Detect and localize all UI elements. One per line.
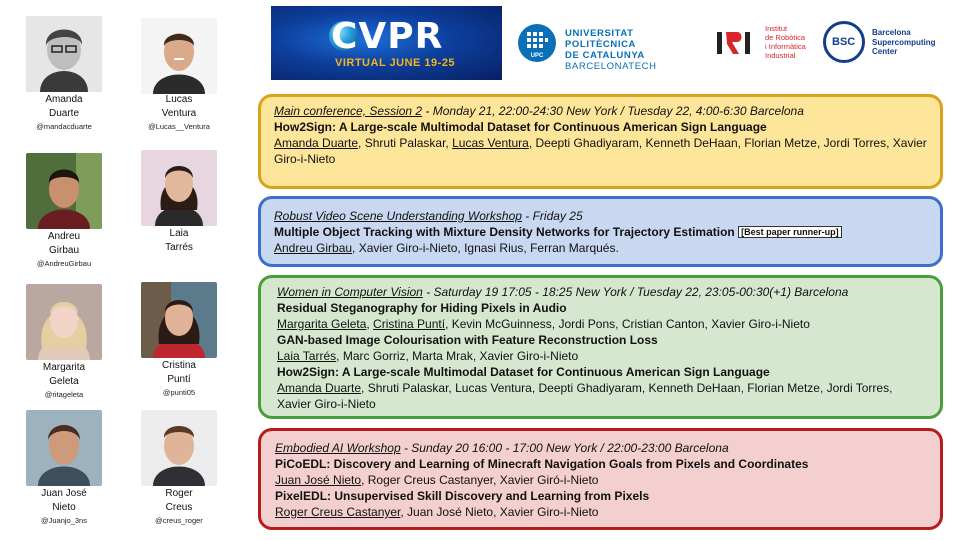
iri-line: Institut — [765, 24, 788, 33]
iri-logo-text — [765, 24, 806, 60]
person-juan-jose-nieto — [9, 410, 119, 526]
bsc-line: Barcelona — [872, 28, 911, 37]
author-highlight: Andreu Girbau — [274, 241, 353, 255]
person-name: Laia — [169, 228, 189, 239]
upc-emblem-icon — [518, 24, 556, 62]
person-name: Lucas — [165, 94, 193, 105]
upc-line: BARCELONATECH — [565, 61, 657, 72]
paper-authors — [274, 135, 928, 167]
iri-emblem-icon — [717, 28, 753, 56]
bsc-logo — [823, 20, 953, 64]
avatar — [26, 16, 102, 92]
bsc-emblem-label: BSC — [832, 36, 856, 48]
author-list: , Marc Gorriz, Marta Mrak, Xavier Giro-i-Nieto — [336, 349, 579, 363]
person-name: Tarrés — [165, 242, 193, 253]
person-lucas-ventura — [124, 18, 234, 132]
person-name: Geleta — [49, 376, 79, 387]
person-cristina-punti — [124, 282, 234, 398]
avatar — [141, 410, 217, 486]
bsc-logo-text — [872, 28, 936, 57]
avatar — [26, 284, 102, 360]
person-name: Amanda — [45, 94, 83, 105]
iri-line: Industrial — [765, 51, 796, 60]
paper-authors — [277, 316, 928, 332]
author-list: , Roger Creus Castanyer, Xavier Giró-i-Nieto — [361, 473, 599, 487]
author-list: , Kevin McGuinness, Jordi Pons, Cristian Canton, Xavier Giro-i-Nieto — [445, 317, 810, 331]
paper-title: How2Sign: A Large-scale Multimodal Dataset for Continuous American Sign Language — [274, 120, 767, 134]
upc-line: DE CATALUNYA — [565, 50, 645, 61]
author-highlight: Cristina Puntí — [373, 317, 446, 331]
upc-logo — [518, 22, 703, 72]
person-handle: @ritageleta — [44, 390, 84, 399]
person-name: Juan José — [41, 488, 87, 499]
paper-authors — [277, 348, 928, 364]
person-amanda-duarte — [9, 16, 119, 132]
session-schedule: - Friday 25 — [521, 209, 583, 223]
person-name: Roger — [165, 488, 193, 499]
avatar — [141, 18, 217, 94]
paper-title: PixelEDL: Unsupervised Skill Discovery and Learning from Pixels — [275, 489, 650, 503]
paper-title: How2Sign: A Large-scale Multimodal Dataset for Continuous American Sign Language — [277, 365, 770, 379]
person-name: Creus — [165, 502, 193, 513]
person-name: Cristina — [162, 360, 196, 371]
bsc-emblem-icon — [823, 21, 865, 63]
author-highlight: Roger Creus Castanyer — [275, 505, 401, 519]
person-name: Duarte — [48, 108, 79, 119]
person-andreu-girbau — [9, 153, 119, 269]
session-header — [274, 208, 928, 224]
session-robust-video-workshop — [258, 196, 943, 267]
paper-title: GAN-based Image Colourisation with Feature Reconstruction Loss — [277, 333, 658, 347]
person-name: Puntí — [167, 374, 191, 385]
person-name: Ventura — [161, 108, 197, 119]
author-list: , Deepti Ghadiyaram, Kenneth DeHaan, Florian Metze, Jordi Torres, Xavier Giro-i-Nieto — [274, 136, 927, 166]
author-highlight: Amanda Duarte — [277, 381, 362, 395]
session-schedule: - Sunday 20 16:00 - 17:00 New York / 22:00-23:00 Barcelona — [400, 441, 729, 455]
session-venue: Robust Video Scene Understanding Workshop — [274, 209, 522, 223]
paper-title: Residual Steganography for Hiding Pixels in Audio — [277, 301, 567, 315]
upc-line: UNIVERSITAT POLITÈCNICA — [565, 28, 636, 50]
person-name: Margarita — [42, 362, 86, 373]
session-header — [275, 440, 928, 456]
person-name: Andreu — [47, 231, 81, 242]
author-highlight: Amanda Duarte — [274, 136, 359, 150]
session-header — [277, 284, 928, 300]
avatar — [141, 150, 217, 226]
bsc-line: Supercomputing — [872, 37, 936, 47]
person-roger-creus — [124, 410, 234, 526]
award-badge: [Best paper runner-up] — [738, 226, 842, 238]
cvpr-logo-subtitle: VIRTUAL JUNE 19-25 — [335, 57, 456, 69]
person-name: Girbau — [48, 245, 79, 256]
iri-line: i Informàtica — [765, 42, 806, 51]
cvpr-logo-title: CVPR — [331, 16, 444, 57]
person-margarita-geleta — [9, 284, 119, 400]
person-name: Nieto — [52, 502, 76, 513]
upc-logo-text — [565, 28, 703, 72]
author-list: , Xavier Giro-i-Nieto, Ignasi Rius, Ferran Marqués. — [352, 241, 619, 255]
avatar — [26, 153, 102, 229]
paper-authors — [274, 240, 928, 256]
person-handle: @AndreuGirbau — [36, 259, 92, 268]
session-women-in-cv — [258, 275, 943, 419]
author-highlight: Juan José Nieto — [275, 473, 362, 487]
person-handle: @Lucas__Ventura — [148, 122, 210, 131]
session-header — [274, 103, 928, 119]
paper-authors — [275, 472, 928, 488]
cvpr-logo — [271, 6, 502, 80]
paper-title: Multiple Object Tracking with Mixture Density Networks for Trajectory Estimation — [274, 225, 735, 239]
author-list: , Shruti Palaskar, — [358, 136, 453, 150]
session-venue: Women in Computer Vision — [277, 285, 423, 299]
session-schedule: - Saturday 19 17:05 - 18:25 New York / Tuesday 22, 23:05-00:30(+1) Barcelona — [422, 285, 849, 299]
author-highlight: Lucas Ventura — [452, 136, 529, 150]
upc-emblem-label: UPC — [530, 53, 544, 59]
session-venue: Main conference, Session 2 — [274, 104, 423, 118]
author-list: , Shruti Palaskar, Lucas Ventura, Deepti Ghadiyaram, Kenneth DeHaan, Florian Metze, Jordi Torres, Xavier Giro-i-Nieto — [277, 381, 893, 411]
paper-authors — [277, 380, 928, 412]
author-highlight: Margarita Geleta — [277, 317, 367, 331]
session-schedule: - Monday 21, 22:00-24:30 New York / Tuesday 22, 4:00-6:30 Barcelona — [422, 104, 804, 118]
bsc-line: Center — [872, 47, 898, 56]
author-list: , — [366, 317, 374, 331]
author-list: , Juan José Nieto, Xavier Giro-i-Nieto — [400, 505, 599, 519]
paper-authors — [275, 504, 928, 520]
session-embodied-ai-workshop — [258, 428, 943, 530]
avatar — [141, 282, 217, 358]
session-main-conference — [258, 94, 943, 189]
avatar — [26, 410, 102, 486]
person-handle: @creus_roger — [155, 516, 203, 525]
person-handle: @punti05 — [162, 388, 196, 397]
person-handle: @mandacduarte — [36, 122, 92, 131]
person-handle: @Juanjo_3ns — [41, 516, 87, 525]
person-laia-tarres — [124, 150, 234, 254]
paper-title: PiCoEDL: Discovery and Learning of Minecraft Navigation Goals from Pixels and Coordinates — [275, 457, 809, 471]
iri-line: de Robòtica — [765, 33, 806, 42]
iri-logo — [717, 24, 812, 60]
session-venue: Embodied AI Workshop — [275, 441, 401, 455]
paper-title-row — [274, 224, 928, 240]
author-highlight: Laia Tarrés — [277, 349, 337, 363]
